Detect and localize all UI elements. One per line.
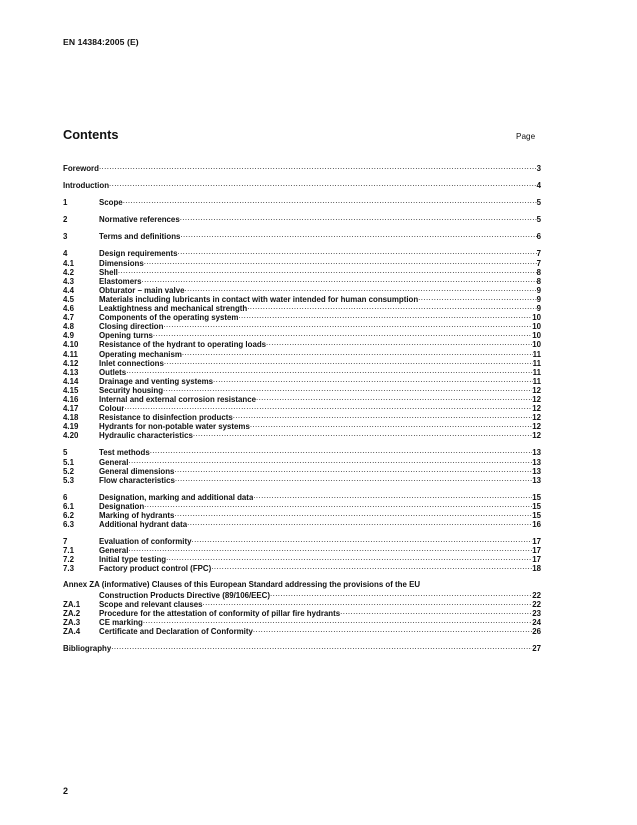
toc-entry-number: 6.2 bbox=[63, 511, 74, 520]
toc-entry[interactable] bbox=[63, 544, 541, 556]
toc-entry-page: 12 bbox=[532, 413, 541, 423]
dot-leader bbox=[211, 562, 532, 571]
toc-entry-title: Additional hydrant data bbox=[99, 520, 188, 530]
toc-entry-title: Dimensions bbox=[99, 258, 144, 268]
dot-leader bbox=[256, 393, 532, 402]
toc-entry-page: 15 bbox=[532, 511, 541, 520]
toc-entry[interactable] bbox=[63, 456, 541, 465]
dot-leader bbox=[143, 616, 532, 625]
dot-leader bbox=[187, 518, 532, 527]
dot-leader bbox=[192, 535, 533, 544]
toc-entry-number: 4.16 bbox=[63, 394, 79, 404]
annex-list bbox=[63, 598, 541, 637]
annex-subheading-row bbox=[63, 589, 541, 598]
toc-main-list bbox=[63, 162, 541, 572]
dot-leader bbox=[233, 411, 532, 420]
toc-entry-title: Evaluation of conformity bbox=[99, 537, 192, 547]
toc-entry-number: 4.13 bbox=[63, 367, 79, 377]
toc-entry-page: 12 bbox=[532, 394, 541, 404]
toc-entry-number: 4.19 bbox=[63, 422, 79, 432]
dot-leader bbox=[144, 257, 537, 266]
toc-entry-title: Components of the operating system bbox=[99, 313, 239, 323]
toc-entry-page: 10 bbox=[532, 340, 541, 350]
toc-entry[interactable] bbox=[63, 607, 541, 616]
table-of-contents bbox=[63, 162, 541, 654]
dot-leader bbox=[180, 230, 536, 239]
toc-entry-title: Colour bbox=[99, 404, 125, 414]
dot-leader bbox=[164, 357, 533, 366]
toc-entry[interactable] bbox=[63, 500, 541, 509]
toc-entry-page: 5 bbox=[536, 198, 541, 208]
dot-leader bbox=[340, 607, 532, 616]
toc-entry-number: 5.2 bbox=[63, 466, 74, 476]
annex-subheading: Construction Products Directive (89/106/EEC) bbox=[99, 590, 271, 600]
toc-entry-page: 12 bbox=[532, 431, 541, 441]
toc-entry-number: 4.1 bbox=[63, 258, 74, 268]
toc-entry-title: Foreword bbox=[63, 164, 99, 173]
toc-entry-number: 4.20 bbox=[63, 431, 79, 441]
toc-entry-bibliography[interactable] bbox=[63, 642, 541, 654]
dot-leader bbox=[418, 293, 536, 302]
toc-entry-title: General dimensions bbox=[99, 466, 175, 476]
toc-entry[interactable] bbox=[63, 275, 541, 284]
dot-leader bbox=[109, 179, 537, 188]
dot-leader bbox=[118, 266, 537, 275]
annex-page: 22 bbox=[532, 590, 541, 600]
toc-entry-page: 11 bbox=[532, 358, 541, 368]
toc-entry-number: 4.14 bbox=[63, 376, 79, 386]
toc-entry[interactable] bbox=[63, 429, 541, 441]
toc-entry-page: 10 bbox=[532, 313, 541, 323]
dot-leader bbox=[163, 320, 532, 329]
toc-entry-page: 6 bbox=[536, 232, 541, 242]
page-column-label: Page bbox=[516, 132, 536, 141]
dot-leader bbox=[150, 446, 533, 455]
toc-entry[interactable] bbox=[63, 348, 541, 357]
toc-entry-page: 18 bbox=[532, 564, 541, 574]
toc-entry[interactable] bbox=[63, 338, 541, 350]
dot-leader bbox=[250, 420, 532, 429]
toc-entry-title: Flow characteristics bbox=[99, 475, 175, 485]
toc-entry[interactable] bbox=[63, 509, 541, 518]
toc-entry-title: Hydraulic characteristics bbox=[99, 431, 193, 441]
toc-entry-number: 4.10 bbox=[63, 340, 79, 350]
dot-leader bbox=[174, 509, 532, 518]
toc-entry-title: Elastomers bbox=[99, 276, 142, 286]
toc-entry-page: 3 bbox=[536, 164, 541, 173]
toc-entry-title: Normative references bbox=[99, 215, 180, 225]
toc-entry-title: Test methods bbox=[99, 448, 150, 458]
toc-entry-title: Obturator – main valve bbox=[99, 285, 185, 295]
toc-entry[interactable] bbox=[63, 562, 541, 574]
toc-entry-number: 4.8 bbox=[63, 322, 74, 332]
toc-entry-page: 12 bbox=[532, 422, 541, 432]
dot-leader bbox=[178, 247, 537, 256]
dot-leader bbox=[175, 474, 532, 483]
toc-entry-number: 6.1 bbox=[63, 501, 74, 511]
toc-entry-number: 4.7 bbox=[63, 313, 74, 323]
toc-entry-number: ZA.3 bbox=[63, 617, 81, 627]
toc-entry-title: Operating mechanism bbox=[99, 349, 182, 359]
dot-leader bbox=[193, 429, 532, 438]
dot-leader bbox=[180, 213, 537, 222]
toc-entry-page: 7 bbox=[536, 249, 541, 259]
toc-entry-title: Internal and external corrosion resistance bbox=[99, 394, 256, 404]
toc-entry[interactable] bbox=[63, 598, 541, 607]
toc-entry-title: Shell bbox=[99, 267, 118, 277]
dot-leader bbox=[142, 275, 537, 284]
toc-entry-number: 4 bbox=[63, 249, 68, 259]
dot-leader bbox=[213, 375, 533, 384]
dot-leader bbox=[126, 366, 532, 375]
toc-entry-number: ZA.2 bbox=[63, 608, 81, 618]
toc-entry-title: Design requirements bbox=[99, 249, 178, 259]
toc-entry-number: 5.3 bbox=[63, 475, 74, 485]
toc-entry-number: 4.17 bbox=[63, 404, 79, 414]
toc-entry-title: CE marking bbox=[99, 617, 143, 627]
toc-entry[interactable] bbox=[63, 311, 541, 323]
toc-entry-title: Outlets bbox=[99, 367, 127, 377]
toc-entry-page: 17 bbox=[532, 537, 541, 547]
toc-entry[interactable] bbox=[63, 320, 541, 332]
toc-entry-number: ZA.1 bbox=[63, 599, 81, 609]
toc-entry-title: General bbox=[99, 546, 129, 556]
toc-entry-page: 11 bbox=[532, 367, 541, 377]
dot-leader bbox=[166, 553, 532, 562]
toc-entry-page: 15 bbox=[532, 492, 541, 502]
toc-entry[interactable] bbox=[63, 420, 541, 432]
toc-entry[interactable] bbox=[63, 411, 541, 423]
toc-entry-page: 7 bbox=[536, 258, 541, 268]
toc-entry[interactable] bbox=[63, 179, 541, 191]
toc-entry[interactable] bbox=[63, 302, 541, 314]
toc-entry-page: 17 bbox=[532, 546, 541, 556]
dot-leader bbox=[128, 456, 532, 465]
dot-leader bbox=[111, 642, 532, 651]
toc-entry-number: 7.2 bbox=[63, 555, 74, 565]
toc-entry[interactable] bbox=[63, 247, 541, 259]
toc-entry-page: 13 bbox=[532, 466, 541, 476]
toc-entry-number: 5.1 bbox=[63, 457, 74, 467]
toc-entry-number: 7.1 bbox=[63, 546, 74, 556]
toc-entry-page: 8 bbox=[536, 267, 541, 277]
toc-entry[interactable] bbox=[63, 384, 541, 393]
toc-entry-title: Procedure for the attestation of conformity of pillar fire hydrants bbox=[99, 608, 341, 618]
toc-entry-title: Introduction bbox=[63, 181, 110, 191]
toc-entry[interactable] bbox=[63, 402, 541, 414]
toc-entry-title: Inlet connections bbox=[99, 358, 164, 368]
toc-entry-title: Scope bbox=[99, 198, 123, 208]
toc-entry-page: 10 bbox=[532, 322, 541, 332]
toc-entry[interactable] bbox=[63, 491, 541, 500]
toc-entry[interactable] bbox=[63, 518, 541, 530]
toc-entry-number: 4.2 bbox=[63, 267, 74, 277]
toc-entry-number: 1 bbox=[63, 198, 68, 208]
toc-entry[interactable] bbox=[63, 329, 541, 341]
toc-entry-title: Terms and definitions bbox=[99, 232, 181, 242]
dot-leader bbox=[144, 500, 532, 509]
toc-entry-title: Resistance to disinfection products bbox=[99, 413, 233, 423]
toc-entry-number: 4.9 bbox=[63, 331, 74, 341]
dot-leader bbox=[153, 329, 532, 338]
dot-leader bbox=[174, 465, 532, 474]
toc-entry[interactable] bbox=[63, 357, 541, 366]
toc-entry-title: Initial type testing bbox=[99, 555, 167, 565]
toc-entry-page: 11 bbox=[532, 349, 541, 359]
toc-entry-page: 23 bbox=[532, 608, 541, 618]
toc-entry[interactable] bbox=[63, 616, 541, 625]
toc-entry-number: 7.3 bbox=[63, 564, 74, 574]
toc-entry-page: 13 bbox=[532, 475, 541, 485]
toc-entry-title: Drainage and venting systems bbox=[99, 376, 214, 386]
dot-leader bbox=[247, 302, 536, 311]
toc-entry[interactable] bbox=[63, 196, 541, 208]
toc-entry-title: Resistance of the hydrant to operating loads bbox=[99, 340, 267, 350]
toc-entry-title: Leaktightness and mechanical strength bbox=[99, 304, 248, 314]
toc-entry-title: Marking of hydrants bbox=[99, 511, 175, 520]
dot-leader bbox=[253, 491, 532, 500]
toc-entry-title: Certificate and Declaration of Conformity bbox=[99, 627, 253, 637]
toc-entry[interactable] bbox=[63, 375, 541, 384]
toc-entry-number: 4.5 bbox=[63, 294, 74, 304]
annex-za-entry[interactable] bbox=[63, 580, 541, 598]
toc-entry-title: Designation, marking and additional data bbox=[99, 492, 254, 502]
dot-leader bbox=[185, 284, 537, 293]
toc-entry-page: 8 bbox=[536, 276, 541, 286]
toc-entry-number: 2 bbox=[63, 215, 68, 225]
toc-entry[interactable] bbox=[63, 266, 541, 275]
toc-entry-page: 17 bbox=[532, 555, 541, 565]
toc-entry[interactable] bbox=[63, 293, 541, 302]
document-id: EN 14384:2005 (E) bbox=[63, 37, 139, 47]
toc-entry-number: ZA.4 bbox=[63, 627, 81, 637]
toc-entry-page: 27 bbox=[532, 644, 541, 654]
toc-entry-title: Scope and relevant clauses bbox=[99, 599, 203, 609]
toc-entry[interactable] bbox=[63, 465, 541, 474]
toc-entry-page: 22 bbox=[532, 599, 541, 609]
toc-entry[interactable] bbox=[63, 366, 541, 375]
toc-entry-number: 4.3 bbox=[63, 276, 74, 286]
toc-entry-title: Hydrants for non-potable water systems bbox=[99, 422, 250, 432]
annex-heading: Annex ZA (informative) Clauses of this European Standard addressing the provisions of the EU bbox=[63, 579, 421, 589]
toc-entry-title: General bbox=[99, 457, 129, 467]
contents-title: Contents bbox=[63, 127, 119, 142]
toc-entry[interactable] bbox=[63, 474, 541, 483]
toc-entry-page: 16 bbox=[532, 520, 541, 530]
dot-leader bbox=[253, 625, 532, 634]
toc-entry-title: Factory product control (FPC) bbox=[99, 564, 212, 574]
toc-entry-title: Closing direction bbox=[99, 322, 164, 332]
toc-entry-title: Security housing bbox=[99, 385, 164, 395]
page-number: 2 bbox=[63, 786, 69, 796]
dot-leader bbox=[182, 348, 533, 357]
toc-entry[interactable] bbox=[63, 393, 541, 402]
toc-entry-page: 12 bbox=[532, 404, 541, 414]
toc-entry[interactable] bbox=[63, 230, 541, 242]
toc-entry-number: 7 bbox=[63, 537, 68, 547]
dot-leader bbox=[124, 402, 532, 411]
toc-entry[interactable] bbox=[63, 446, 541, 458]
toc-entry-page: 10 bbox=[532, 331, 541, 341]
dot-leader bbox=[128, 544, 532, 553]
toc-entry[interactable] bbox=[63, 162, 541, 171]
dot-leader bbox=[270, 589, 532, 598]
toc-entry-page: 26 bbox=[532, 627, 541, 637]
toc-entry[interactable] bbox=[63, 213, 541, 225]
toc-entry-title: Opening turns bbox=[99, 331, 153, 341]
toc-entry-page: 9 bbox=[536, 294, 541, 304]
toc-entry-title: Bibliography bbox=[63, 644, 112, 654]
toc-entry-page: 15 bbox=[532, 501, 541, 511]
toc-entry[interactable] bbox=[63, 553, 541, 565]
toc-entry[interactable] bbox=[63, 625, 541, 637]
dot-leader bbox=[163, 384, 532, 393]
toc-entry-page: 9 bbox=[536, 304, 541, 314]
toc-entry[interactable] bbox=[63, 535, 541, 547]
toc-entry-page: 13 bbox=[532, 457, 541, 467]
toc-entry-number: 4.6 bbox=[63, 304, 74, 314]
dot-leader bbox=[266, 338, 532, 347]
toc-entry[interactable] bbox=[63, 284, 541, 293]
toc-entry-page: 24 bbox=[532, 617, 541, 627]
toc-entry-number: 6.3 bbox=[63, 520, 74, 530]
toc-entry-page: 11 bbox=[532, 376, 541, 386]
toc-entry-page: 5 bbox=[536, 215, 541, 225]
toc-entry-title: Materials including lubricants in contact with water intended for human consumption bbox=[99, 294, 419, 304]
dot-leader bbox=[203, 598, 533, 607]
toc-entry[interactable] bbox=[63, 257, 541, 266]
toc-entry-number: 6 bbox=[63, 492, 68, 502]
toc-entry-number: 4.18 bbox=[63, 413, 79, 423]
toc-entry-number: 4.11 bbox=[63, 349, 78, 359]
toc-entry-page: 13 bbox=[532, 448, 541, 458]
toc-entry-number: 4.4 bbox=[63, 285, 74, 295]
toc-entry-page: 12 bbox=[532, 385, 541, 395]
toc-entry-number: 5 bbox=[63, 448, 68, 458]
toc-entry-number: 4.12 bbox=[63, 358, 79, 368]
toc-entry-title: Designation bbox=[99, 501, 145, 511]
dot-leader bbox=[238, 311, 532, 320]
toc-entry-page: 9 bbox=[536, 285, 541, 295]
toc-entry-number: 3 bbox=[63, 232, 68, 242]
dot-leader bbox=[99, 162, 537, 171]
toc-entry-number: 4.15 bbox=[63, 385, 79, 395]
toc-entry-page: 4 bbox=[536, 181, 541, 191]
dot-leader bbox=[123, 196, 537, 205]
